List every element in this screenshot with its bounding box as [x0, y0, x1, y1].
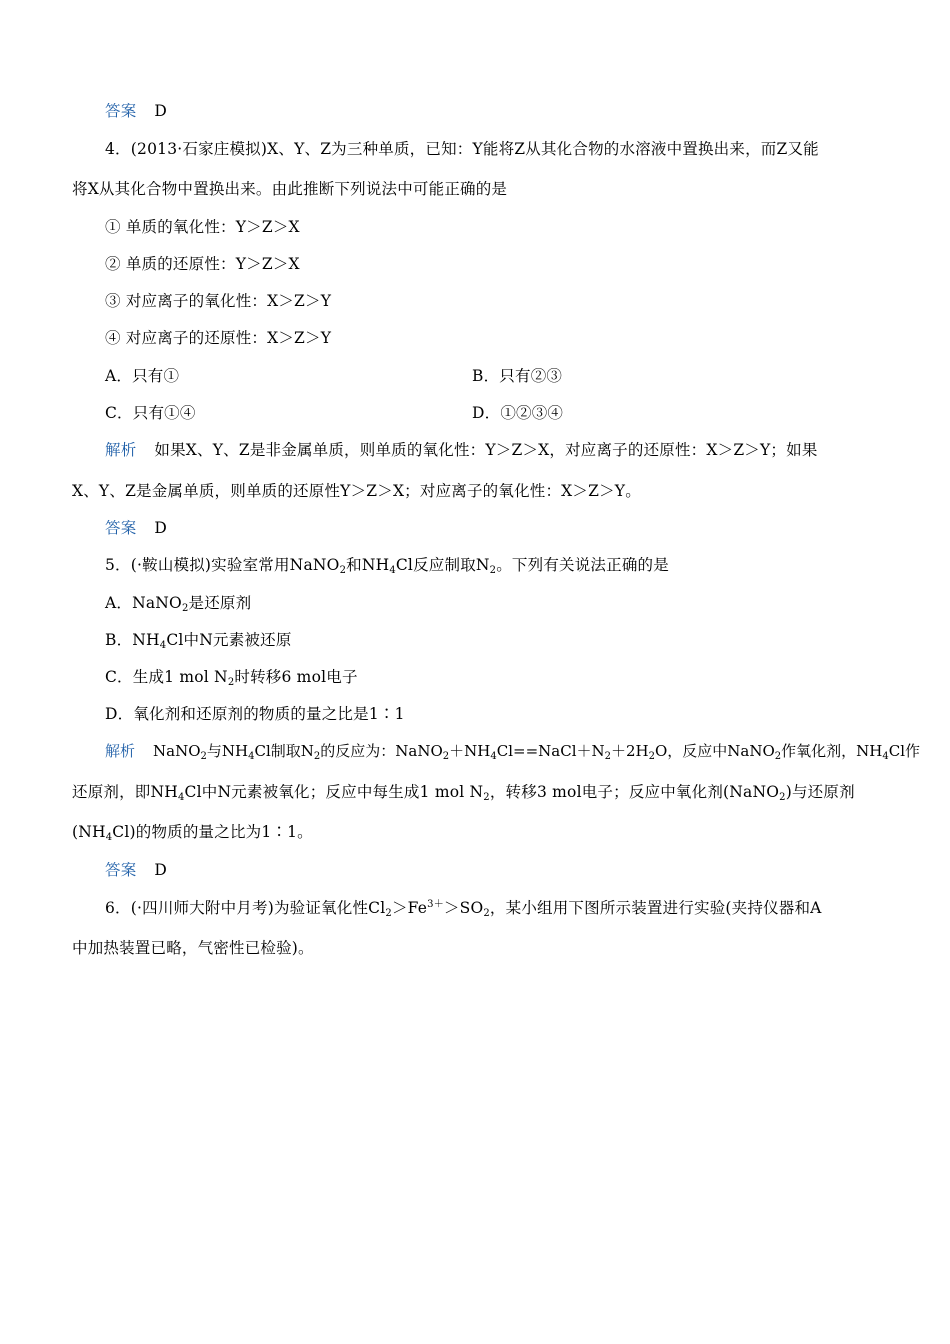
q4-analysis-text-1: 如果X、Y、Z是非金属单质，则单质的氧化性：Y＞Z＞X，对应离子的还原性：X＞Z＞Y；如果	[154, 441, 818, 459]
q4-statement-4: ④ 对应离子的还原性：X＞Z＞Y	[105, 329, 332, 347]
analysis-label: 解析	[105, 742, 136, 760]
answer-label: 答案	[105, 861, 137, 879]
q4-stem-line-2: 将X从其化合物中置换出来。由此推断下列说法中可能正确的是	[72, 180, 508, 198]
q5-analysis-line-3: $(NH_4Cl)$的物质的量之比为1∶1。	[72, 823, 313, 843]
q5-option-b: B．$NH_4Cl$中N元素被还原	[105, 631, 292, 651]
q5-analysis-line-1: 解析 NaNO$_2$与$NH_4Cl$制取$N_2$的反应为：$NaNO_2+NH_4Cl==NaCl+N_2+2H_2O$，反应中NaNO$_2$作氧化剂，$NH_4Cl$作	[105, 742, 921, 762]
q5-answer-line	[105, 860, 167, 880]
answer-value: D	[154, 102, 168, 120]
q4-statement-2: ② 单质的还原性：Y＞Z＞X	[105, 255, 300, 273]
answer-label: 答案	[105, 519, 137, 537]
q5-option-a: A．NaNO$_2$是还原剂	[105, 594, 252, 614]
q6-stem-line-2: 中加热装置已略，气密性已检验)。	[72, 939, 314, 957]
q5-option-c: C．生成1 mol $N_2$时转移6 mol电子	[105, 668, 358, 688]
q6-stem-line-1: 6．(·四川师大附中月考)为验证氧化性$Cl_2>Fe^{3+}>SO_2$，某小组用下图所示装置进行实验(夹持仪器和A	[105, 899, 822, 919]
q4-option-d: D．①②③④	[472, 404, 564, 422]
q4-statement-3: ③ 对应离子的氧化性：X＞Z＞Y	[105, 292, 332, 310]
q5-analysis-line-2: 还原剂，即$NH_4Cl$中N元素被氧化；反应中每生成1 mol $N_2$，转移3 mol电子；反应中氧化剂(NaNO$_2$)与还原剂	[72, 783, 855, 803]
answer-value: D	[154, 861, 168, 879]
q5-stem: 5．(·鞍山模拟)实验室常用NaNO$_2$和$NH_4Cl$反应制取$N_2$。下列有关说法正确的是	[105, 556, 669, 576]
q4-statement-1: ① 单质的氧化性：Y＞Z＞X	[105, 218, 300, 236]
q4-option-b: B．只有②③	[472, 367, 563, 385]
q4-stem-line-1: 4．(2013·石家庄模拟)X、Y、Z为三种单质，已知：Y能将Z从其化合物的水溶液中置换出来，而Z又能	[105, 140, 819, 158]
answer-label: 答案	[105, 102, 137, 120]
q3-answer-line	[105, 101, 167, 121]
q4-option-a: A．只有①	[105, 367, 180, 385]
q5-option-d: D．氧化剂和还原剂的物质的量之比是1∶1	[105, 705, 405, 723]
q4-option-c: C．只有①④	[105, 404, 196, 422]
analysis-label: 解析	[105, 441, 137, 459]
answer-value: D	[154, 519, 168, 537]
q4-analysis-line-2: X、Y、Z是金属单质，则单质的还原性Y＞Z＞X；对应离子的氧化性：X＞Z＞Y。	[72, 482, 641, 500]
q4-analysis-line-1	[105, 440, 818, 460]
q4-answer-line	[105, 518, 167, 538]
